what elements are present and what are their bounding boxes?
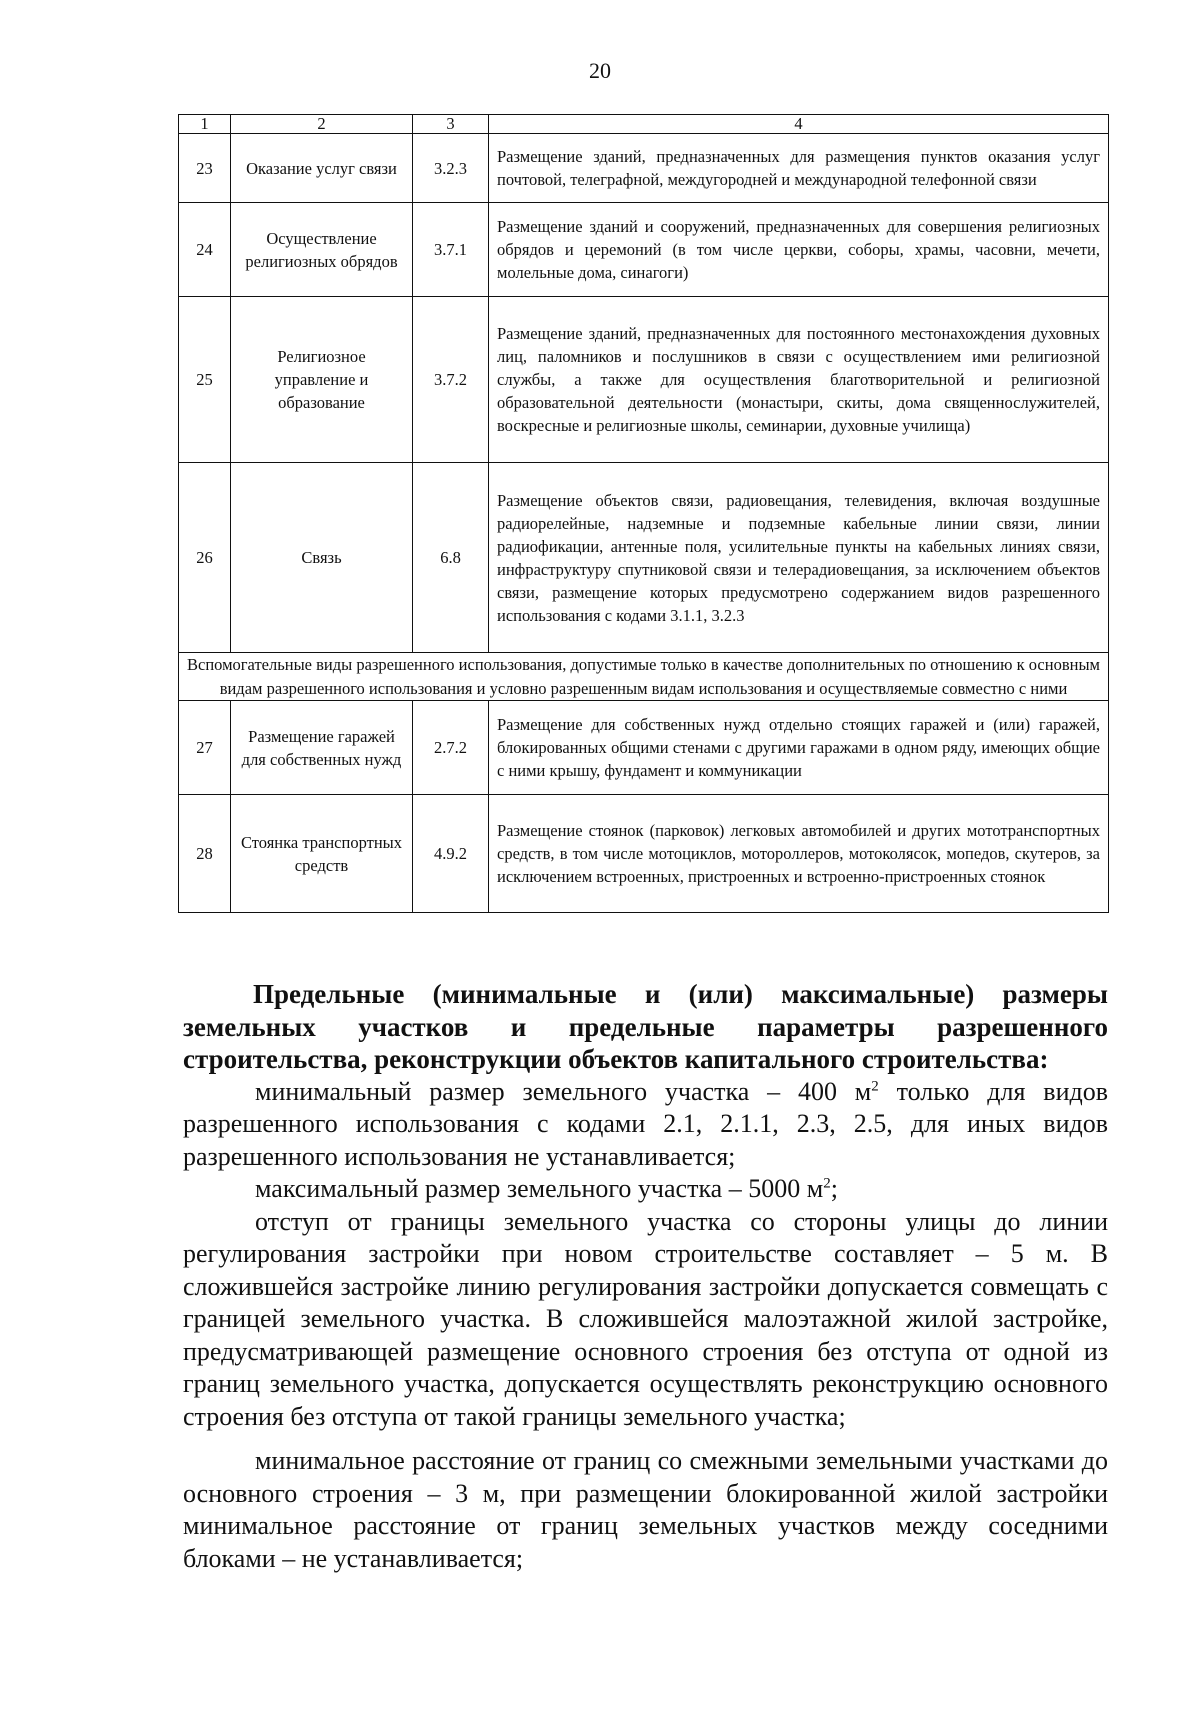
use-type-description: Размещение для собственных нужд отдельно стоящих гаражей и (или) гаражей, блокированных общими стенами с другими гаражами в одном ряду, имеющих общие с ними крышу, фундамент и коммуникации: [489, 701, 1109, 795]
use-type-code: 3.2.3: [413, 134, 489, 203]
row-number: 25: [179, 297, 231, 463]
table-header-row: [179, 115, 1109, 134]
use-type-name: Религиозное управление и образование: [231, 297, 413, 463]
land-use-table: [178, 114, 1109, 913]
paragraph-min-plot-size: минимальный размер земельного участка – 400 $м^2$ только для видов разрешенного использования с кодами 2.1, 2.1.1, 2.3, 2.5, для иных видов разрешенного использования не устанавливается;: [183, 1076, 1108, 1171]
use-type-description: Размещение объектов связи, радиовещания, телевидения, включая воздушные радиорелейные, надземные и подземные кабельные линии связи, линии радиофикации, антенные поля, усилительные пункты на кабельных линиях связи, инфраструктуру спутниковой связи и телерадиовещания, за исключением объектов связи, размещение которых предусмотрено содержанием видов разрешенного использования с кодами 3.1.1, 3.2.3: [489, 463, 1109, 653]
use-type-name: Стоянка транспортных средств: [231, 795, 413, 913]
table-row: [179, 795, 1109, 913]
table-row: [179, 297, 1109, 463]
use-type-name: Размещение гаражей для собственных нужд: [231, 701, 413, 795]
use-type-description: Размещение зданий, предназначенных для размещения пунктов оказания услуг почтовой, телеграфной, междугородней и международной телефонной связи: [489, 134, 1109, 203]
paragraph-street-setback: отступ от границы земельного участка со стороны улицы до линии регулирования застройки при новом строительстве составляет – 5 м. В сложившейся застройке линию регулирования застройки допускается совмещать с границей земельного участка. В сложившейся малоэтажной жилой застройке, предусматривающей размещение основного строения без отступа от одной из границ земельного участка, допускается осуществлять реконструкцию основного строения без отступа от такой границы земельного участка;: [183, 1206, 1108, 1431]
row-number: 23: [179, 134, 231, 203]
use-type-description: Размещение стоянок (парковок) легковых автомобилей и других мототранспортных средств, в том числе мотоциклов, мотороллеров, мотоколясок, мопедов, скутеров, за исключением встроенных, пристроенных и встроенно-пристроенных стоянок: [489, 795, 1109, 913]
table-row: [179, 463, 1109, 653]
row-number: 27: [179, 701, 231, 795]
use-type-code: 3.7.1: [413, 203, 489, 297]
section-header-row: [179, 653, 1109, 701]
table-row: [179, 134, 1109, 203]
use-type-code: 3.7.2: [413, 297, 489, 463]
use-type-name: Оказание услуг связи: [231, 134, 413, 203]
use-type-code: 6.8: [413, 463, 489, 653]
use-type-description: Размещение зданий, предназначенных для постоянного местонахождения духовных лиц, паломников и послушников в связи с осуществлением ими религиозной службы, а также для осуществления благотворительной и религиозной образовательной деятельности (монастыри, скиты, дома священнослужителей, воскресные и религиозные школы, семинарии, духовные училища): [489, 297, 1109, 463]
use-type-code: 2.7.2: [413, 701, 489, 795]
row-number: 28: [179, 795, 231, 913]
header-col-2: 2: [231, 115, 413, 134]
page-number: 20: [589, 58, 611, 83]
paragraph-max-plot-size: максимальный размер земельного участка – 5000 $м^2$;: [255, 1174, 838, 1203]
header-col-1: 1: [179, 115, 231, 134]
table-row: [179, 203, 1109, 297]
table-row: [179, 701, 1109, 795]
use-type-description: Размещение зданий и сооружений, предназначенных для совершения религиозных обрядов и церемоний (в том числе церкви, соборы, храмы, часовни, мечети, молельные дома, синагоги): [489, 203, 1109, 297]
section-heading: Предельные (минимальные и (или) максимальные) размеры земельных участков и предельные параметры разрешенного строительства, реконструкции объектов капитального строительства:: [183, 979, 1108, 1074]
auxiliary-uses-section-title: Вспомогательные виды разрешенного использования, допустимые только в качестве дополнительных по отношению к основным видам разрешенного использования и условно разрешенным видам использования и осуществляемые совместно с ними: [179, 653, 1109, 701]
use-type-code: 4.9.2: [413, 795, 489, 913]
paragraph-min-distance: минимальное расстояние от границ со смежными земельными участками до основного строения – 3 м, при размещении блокированной жилой застройки минимальное расстояние от границ земельных участков между соседними блоками – не устанавливается;: [183, 1446, 1108, 1573]
use-type-name: Осуществление религиозных обрядов: [231, 203, 413, 297]
row-number: 24: [179, 203, 231, 297]
use-type-name: Связь: [231, 463, 413, 653]
row-number: 26: [179, 463, 231, 653]
regulations-text: [183, 978, 1108, 1575]
header-col-4: 4: [489, 115, 1109, 134]
header-col-3: 3: [413, 115, 489, 134]
